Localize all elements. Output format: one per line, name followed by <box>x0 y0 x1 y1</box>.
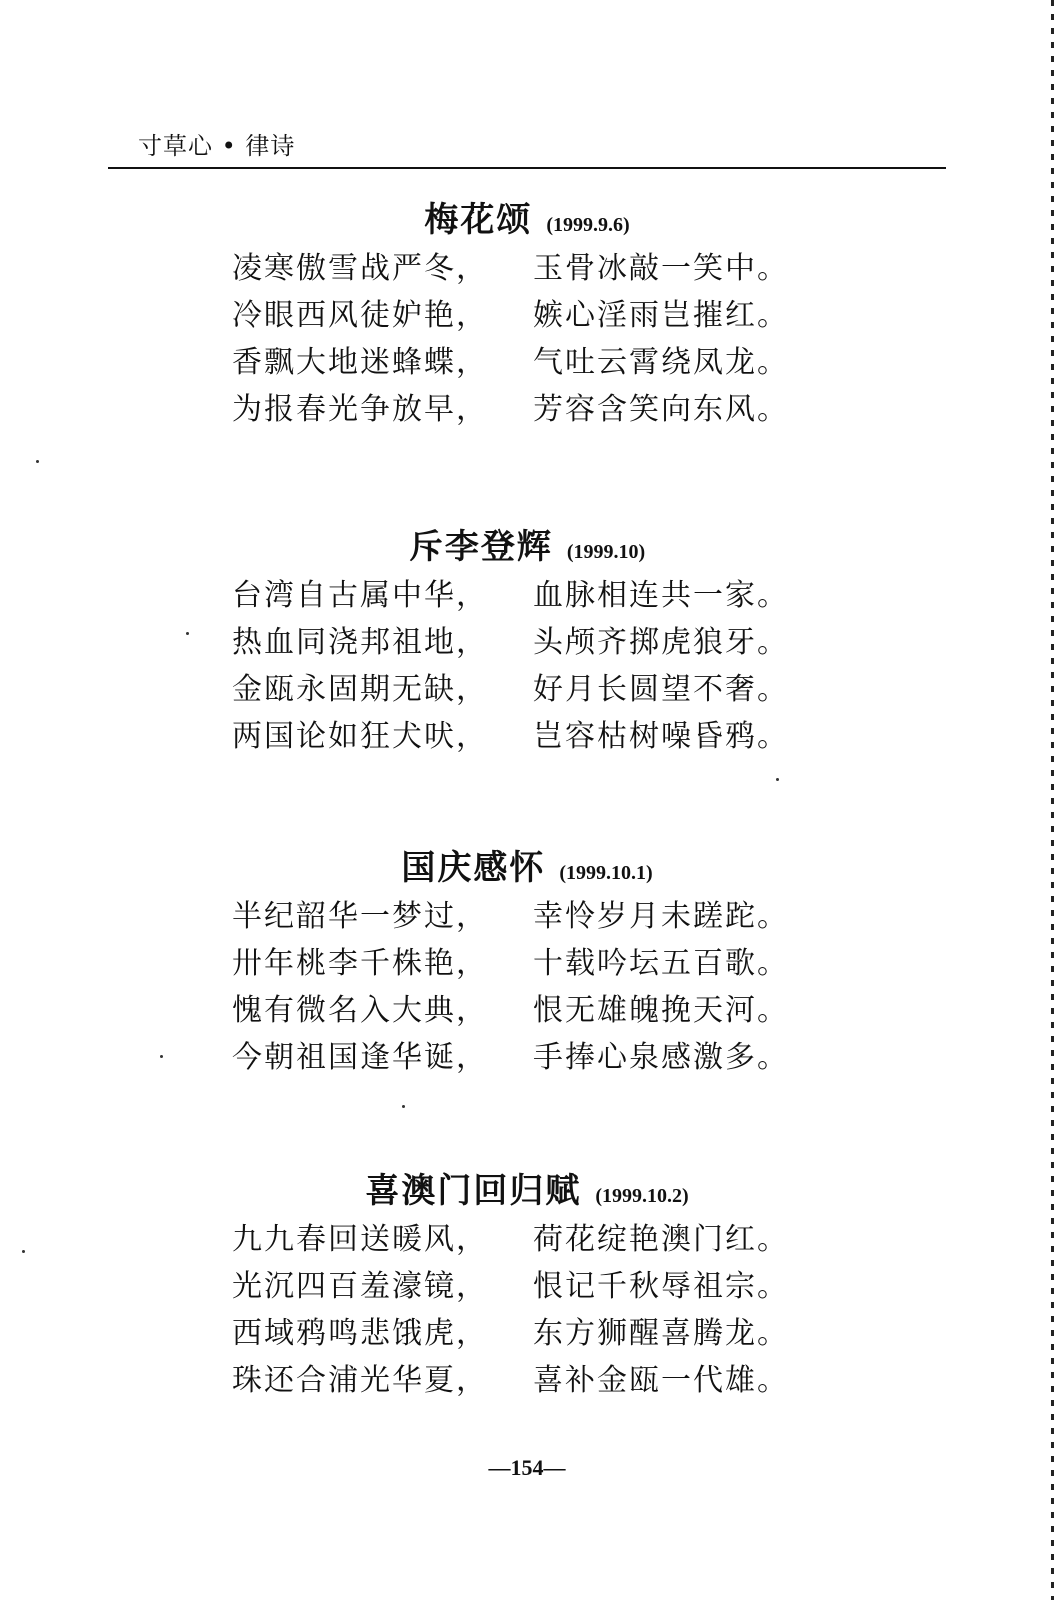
poem-title: 喜澳门回归赋 <box>365 1171 582 1211</box>
scan-speck <box>402 1105 405 1108</box>
poem-line: 十载吟坛五百歌。 <box>533 946 789 981</box>
poem-couplet <box>0 619 1054 666</box>
poem-line: 凌寒傲雪战严冬， <box>232 251 488 286</box>
poem-line: 为报春光争放早， <box>232 392 488 427</box>
poem-line: 芳容含笑向东风。 <box>533 392 789 427</box>
poem-couplet <box>0 572 1054 619</box>
poem-line: 气吐云霄绕凤龙。 <box>533 345 789 380</box>
poem-line: 手捧心泉感激多。 <box>533 1040 789 1075</box>
poem-xi-aomen-huigui-fu <box>0 1166 1054 1404</box>
poem-date: (1999.9.6) <box>546 214 630 236</box>
poem-title-row <box>0 843 1054 893</box>
poem-line: 两国论如狂犬吠， <box>232 719 488 754</box>
poem-line: 今朝祖国逢华诞， <box>232 1040 488 1075</box>
poem-line: 幸怜岁月未蹉跎。 <box>533 899 789 934</box>
poem-date: (1999.10) <box>566 541 646 563</box>
running-head: 寸草心 • 律诗 <box>138 132 296 160</box>
poem-title-row <box>0 1166 1054 1216</box>
poem-meihua-song <box>0 195 1054 433</box>
poem-line: 香飘大地迷蜂蝶， <box>232 345 488 380</box>
poem-title: 梅花颂 <box>424 200 533 240</box>
poem-couplet <box>0 245 1054 292</box>
poem-line: 金瓯永固期无缺， <box>232 672 488 707</box>
poem-couplet <box>0 1034 1054 1081</box>
poem-line: 岂容枯树噪昏鸦。 <box>533 719 789 754</box>
poem-line: 恨无雄魄挽天河。 <box>533 993 789 1028</box>
poem-line: 恨记千秋辱祖宗。 <box>533 1269 789 1304</box>
poem-couplet <box>0 940 1054 987</box>
poem-line: 半纪韶华一梦过， <box>232 899 488 934</box>
scan-speck <box>22 1250 25 1253</box>
poem-line: 头颅齐掷虎狼牙。 <box>533 625 789 660</box>
poem-date: (1999.10.2) <box>595 1185 689 1207</box>
poem-line: 玉骨冰敲一笑中。 <box>533 251 789 286</box>
poem-line: 台湾自古属中华， <box>232 578 488 613</box>
poem-line: 珠还合浦光华夏， <box>232 1363 488 1398</box>
poem-couplet <box>0 666 1054 713</box>
poem-title: 斥李登辉 <box>408 527 553 567</box>
poem-line: 光沉四百羞濠镜， <box>232 1269 488 1304</box>
poem-line: 东方狮醒喜腾龙。 <box>533 1316 789 1351</box>
poem-line: 西域鸦鸣悲饿虎， <box>232 1316 488 1351</box>
poem-date: (1999.10.1) <box>559 862 653 884</box>
poem-line: 血脉相连共一家。 <box>533 578 789 613</box>
poem-line: 热血同浇邦祖地， <box>232 625 488 660</box>
poem-guoqing-ganhuai <box>0 843 1054 1081</box>
poem-couplet <box>0 386 1054 433</box>
poem-couplet <box>0 1357 1054 1404</box>
poem-couplet <box>0 1263 1054 1310</box>
page-number: —154— <box>488 1455 566 1480</box>
scan-speck <box>186 632 189 635</box>
poem-line: 荷花绽艳澳门红。 <box>533 1222 789 1257</box>
poem-couplet <box>0 893 1054 940</box>
poem-couplet <box>0 987 1054 1034</box>
poem-chi-li-denghui <box>0 522 1054 760</box>
scan-speck <box>776 778 779 781</box>
poem-line: 喜补金瓯一代雄。 <box>533 1363 789 1398</box>
poem-title: 国庆感怀 <box>401 848 546 888</box>
header-rule <box>108 167 946 169</box>
poem-couplet <box>0 713 1054 760</box>
poem-line: 冷眼西风徒妒艳， <box>232 298 488 333</box>
poem-couplet <box>0 1310 1054 1357</box>
poem-title-row <box>0 522 1054 572</box>
poem-line: 嫉心淫雨岂摧红。 <box>533 298 789 333</box>
poem-line: 愧有微名入大典， <box>232 993 488 1028</box>
poem-line: 卅年桃李千株艳， <box>232 946 488 981</box>
poem-couplet <box>0 1216 1054 1263</box>
poem-couplet <box>0 292 1054 339</box>
scan-speck <box>36 460 39 463</box>
poem-title-row <box>0 195 1054 245</box>
poem-line: 九九春回送暖风， <box>232 1222 488 1257</box>
scan-speck <box>160 1055 163 1058</box>
poem-line: 好月长圆望不奢。 <box>533 672 789 707</box>
poem-couplet <box>0 339 1054 386</box>
